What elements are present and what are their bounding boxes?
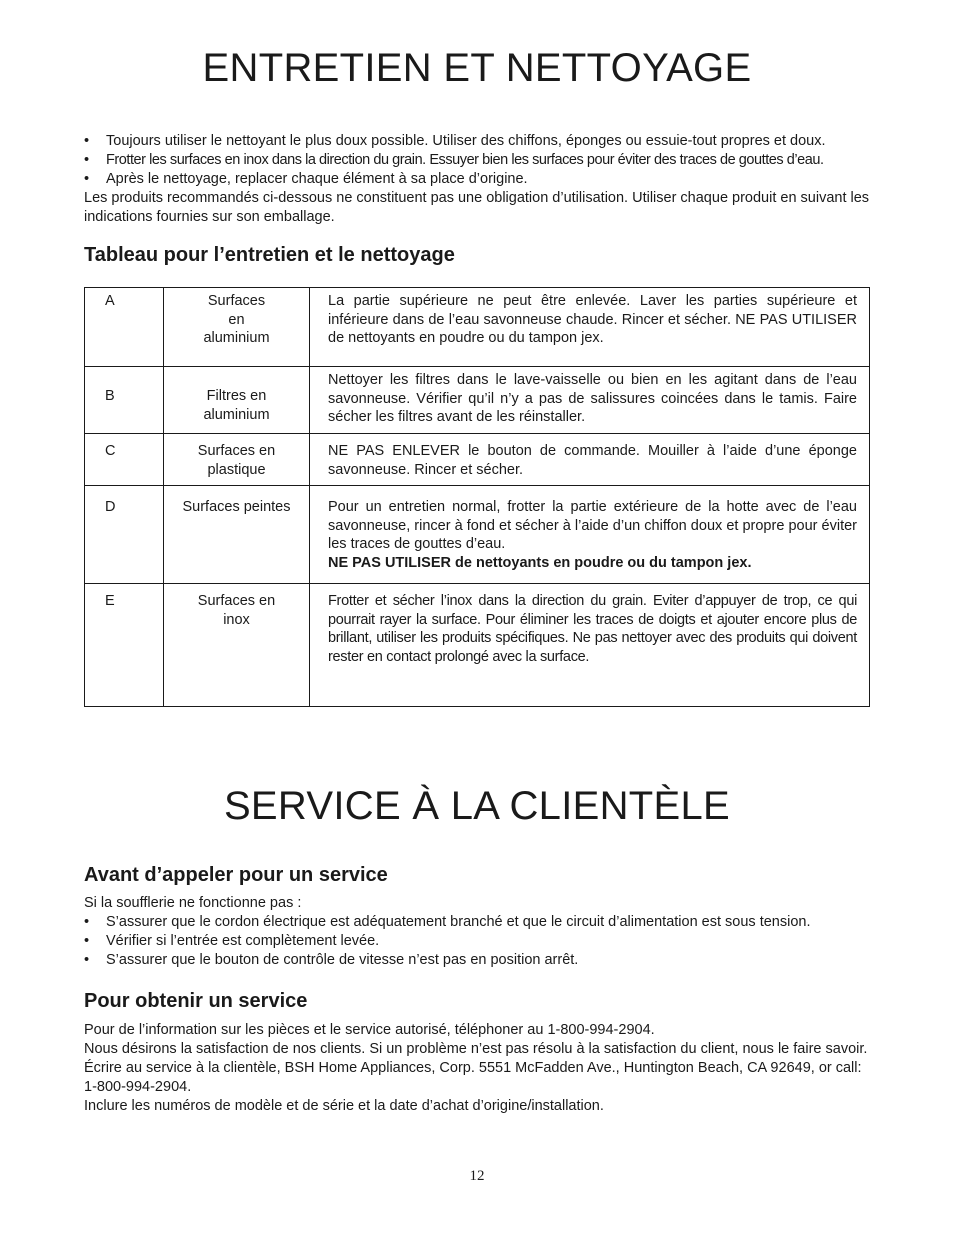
surface-cell (164, 288, 310, 367)
table-heading: Tableau pour l’entretien et le nettoyage (84, 244, 455, 266)
table-row (85, 584, 870, 707)
surface-label: aluminium (203, 406, 270, 423)
maintenance-bullet-list (84, 132, 872, 189)
table-row (85, 367, 870, 434)
surface-cell (164, 434, 310, 486)
surface-label: plastique (207, 461, 266, 478)
row-letter: E (85, 584, 164, 707)
row-letter: B (85, 367, 164, 434)
care-table (84, 287, 870, 707)
instruction-cell: Nettoyer les filtres dans le lave-vaisselle ou bien en les agitant dans de l’eau savonneuse. Vérifier qu’il n’y a pas de salissures coincées dans le tamis. Faire sécher les filtres avant de les réinstaller. (310, 367, 870, 434)
check-bullet: • S’assurer que le cordon électrique est adéquatement branché et que le circuit d’alimentation est sous tension. (84, 913, 872, 932)
get-service-content (84, 1021, 872, 1116)
row-letter: A (85, 288, 164, 367)
instruction-cell: Frotter et sécher l’inox dans la direction du grain. Eviter d’appuyer de trop, ce qui pourrait rayer la surface. Pour éliminer les traces de doigts et ajouter encore plus de brillant, utiliser les produits spécifiques. Ne pas nettoyer avec des produits qui doivent rester en contact prolongé avec la surface. (310, 584, 870, 707)
surface-label: Filtres en (206, 388, 267, 404)
service-paragraph: Pour de l’information sur les pièces et le service autorisé, téléphoner au 1-800-994-2904. (84, 1022, 655, 1038)
surface-label: en (228, 311, 245, 328)
surface-label: Surfaces (207, 293, 266, 309)
before-call-intro: Si la soufflerie ne fonctionne pas : (84, 895, 302, 911)
surface-label: Surfaces peintes (182, 499, 291, 515)
table-row (85, 288, 870, 367)
surface-label: Surfaces en (197, 443, 276, 459)
service-paragraph: Inclure les numéros de modèle et de série et la date d’achat d’origine/installation. (84, 1098, 604, 1114)
before-call-bullet-list (84, 913, 872, 970)
row-letter: C (85, 434, 164, 486)
maintenance-bullet: • Après le nettoyage, replacer chaque élément à sa place d’origine. (84, 170, 872, 189)
before-call-content (84, 894, 872, 970)
row-letter: D (85, 486, 164, 584)
service-paragraph: Écrire au service à la clientèle, BSH Home Appliances, Corp. 5551 McFadden Ave., Huntington Beach, CA 92649, or call: 1-800-994-2904. (84, 1060, 862, 1095)
surface-label: inox (223, 611, 250, 628)
get-service-heading: Pour obtenir un service (84, 990, 308, 1012)
page-number: 12 (469, 1168, 485, 1184)
instruction-cell (310, 486, 870, 584)
before-call-heading: Avant d’appeler pour un service (84, 864, 388, 886)
table-row (85, 434, 870, 486)
surface-cell (164, 486, 310, 584)
check-bullet: • S’assurer que le bouton de contrôle de vitesse n’est pas en position arrêt. (84, 951, 872, 970)
surface-cell (164, 584, 310, 707)
table-row (85, 486, 870, 584)
instruction-cell: La partie supérieure ne peut être enlevée. Laver les parties supérieure et inférieure dans de l’eau savonneuse chaude. Rincer et sécher. NE PAS UTILISER de nettoyants en poudre ou du tampon jex. (310, 288, 870, 367)
recommendation-note: Les produits recommandés ci-dessous ne constituent pas une obligation d’utilisation. Utiliser chaque produit en suivant les indications fournies sur son emballage. (84, 190, 870, 225)
warning-text: NE PAS UTILISER de nettoyants en poudre ou du tampon jex. (328, 554, 752, 571)
surface-label: Surfaces en (197, 593, 276, 609)
surface-label: aluminium (203, 330, 270, 346)
instruction-text: Pour un entretien normal, frotter la partie extérieure de la hotte avec de l’eau savonneuse, rincer à fond et sécher à l’aide d’un chiffon doux et propre pour éviter les traces de gouttes d’eau. (328, 499, 857, 552)
surface-cell (164, 367, 310, 434)
maintenance-bullet: • Toujours utiliser le nettoyant le plus doux possible. Utiliser des chiffons, éponges ou essuie-tout propres et doux. (84, 132, 872, 151)
instruction-cell: NE PAS ENLEVER le bouton de commande. Mouiller à l’aide d’une éponge savonneuse. Rincer et sécher. (310, 434, 870, 486)
section-title-maintenance: ENTRETIEN ET NETTOYAGE (202, 46, 752, 90)
section-title-customer-service: SERVICE À LA CLIENTÈLE (223, 784, 731, 828)
maintenance-intro (84, 132, 872, 227)
maintenance-bullet: • Frotter les surfaces en inox dans la direction du grain. Essuyer bien les surfaces pour éviter des traces de gouttes d’eau. (84, 151, 872, 170)
check-bullet: • Vérifier si l’entrée est complètement levée. (84, 932, 872, 951)
service-paragraph: Nous désirons la satisfaction de nos clients. Si un problème n’est pas résolu à la satisfaction du client, nous le faire savoir. (84, 1041, 868, 1057)
